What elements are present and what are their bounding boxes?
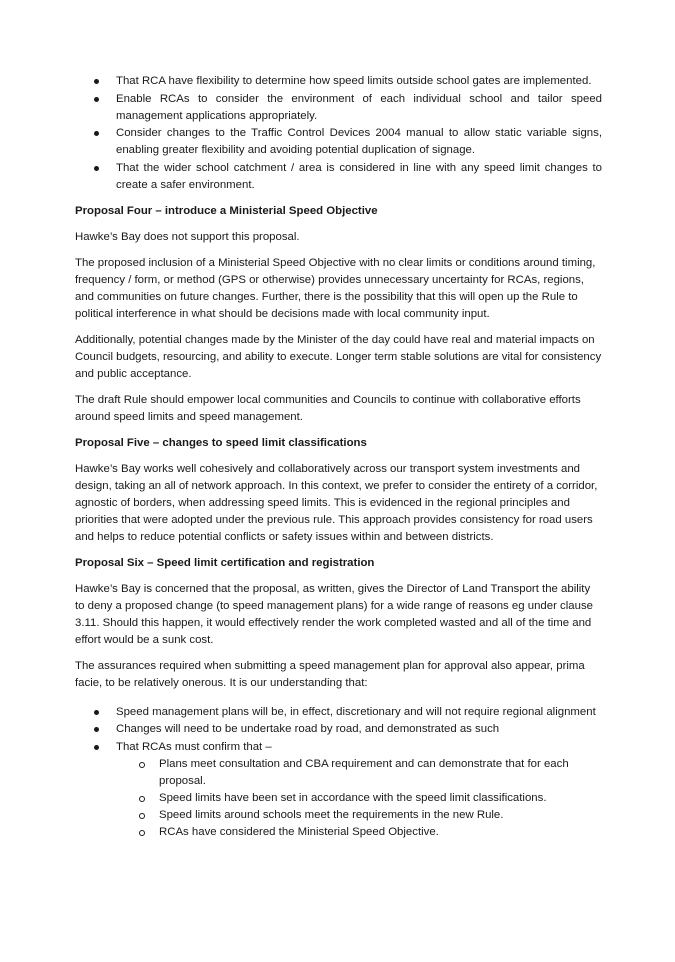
rca-confirm-sub-list	[75, 756, 602, 841]
bullet-icon	[94, 131, 99, 136]
list-item: Consider changes to the Traffic Control Devices 2004 manual to allow static variable signs, enabling greater flexibility and avoiding potential duplication of signage.	[75, 125, 602, 159]
bullet-icon	[94, 97, 99, 102]
paragraph: The draft Rule should empower local communities and Councils to continue with collaborative efforts around speed limits and speed management.	[75, 393, 581, 423]
paragraph: The proposed inclusion of a Ministerial Speed Objective with no clear limits or conditions around timing, frequency / form, or method (GPS or otherwise) provides unnecessary uncertainty for RCAs, regions, and communities on future changes. Further, there is the possibility that this will open up the Rule to political interference in what should be decisions made with local community input.	[75, 256, 596, 320]
bullet-icon	[94, 727, 99, 732]
paragraph: Hawke’s Bay does not support this proposal.	[75, 230, 300, 243]
list-item: Enable RCAs to consider the environment of each individual school and tailor speed management applications appropriately.	[75, 91, 602, 125]
circle-bullet-icon	[139, 813, 145, 819]
assurance-bullet-list	[75, 704, 602, 756]
bullet-icon	[94, 710, 99, 715]
circle-bullet-icon	[139, 796, 145, 802]
circle-bullet-icon	[139, 830, 145, 836]
list-item: Plans meet consultation and CBA requirement and can demonstrate that for each proposal.	[75, 756, 602, 790]
paragraph: Hawke’s Bay is concerned that the proposal, as written, gives the Director of Land Transport the ability to deny a proposed change (to speed management plans) for a wide range of reasons eg under clause 3.11. Should this happen, it would effectively render the work completed wasted and all of the time and effort would be a sunk cost.	[75, 582, 593, 646]
proposal-four-heading: Proposal Four – introduce a Ministerial Speed Objective	[75, 204, 378, 217]
list-item: Speed management plans will be, in effect, discretionary and will not require regional alignment	[75, 704, 602, 721]
list-item: That RCAs must confirm that –	[75, 739, 602, 756]
list-item: Speed limits around schools meet the requirements in the new Rule.	[75, 807, 602, 824]
paragraph: Additionally, potential changes made by the Minister of the day could have real and material impacts on Council budgets, resourcing, and ability to execute. Longer term stable solutions are vital for consistency and public acceptance.	[75, 333, 602, 380]
bullet-icon	[94, 166, 99, 171]
bullet-icon	[94, 745, 99, 750]
school-speed-bullet-list	[75, 73, 602, 194]
list-item: Changes will need to be undertake road by road, and demonstrated as such	[75, 721, 602, 738]
list-item: RCAs have considered the Ministerial Speed Objective.	[75, 824, 602, 841]
proposal-five-heading: Proposal Five – changes to speed limit classifications	[75, 436, 367, 449]
paragraph: The assurances required when submitting a speed management plan for approval also appear, prima facie, to be relatively onerous. It is our understanding that:	[75, 659, 585, 689]
bullet-icon	[94, 79, 99, 84]
list-item: Speed limits have been set in accordance with the speed limit classifications.	[75, 790, 602, 807]
list-item: That RCA have flexibility to determine how speed limits outside school gates are implemented.	[75, 73, 602, 90]
list-item: That the wider school catchment / area is considered in line with any speed limit changes to create a safer environment.	[75, 160, 602, 194]
proposal-six-heading: Proposal Six – Speed limit certification and registration	[75, 556, 375, 569]
circle-bullet-icon	[139, 762, 145, 768]
paragraph: Hawke’s Bay works well cohesively and collaboratively across our transport system investments and design, taking an all of network approach. In this context, we prefer to consider the entirety of a corridor, agnostic of borders, when addressing speed limits. This is evidenced in the regional principles and priorities that were adopted under the previous rule. This approach provides consistency for road users and helps to reduce potential conflicts or safety issues within and between districts.	[75, 462, 598, 543]
document-body	[75, 73, 602, 841]
